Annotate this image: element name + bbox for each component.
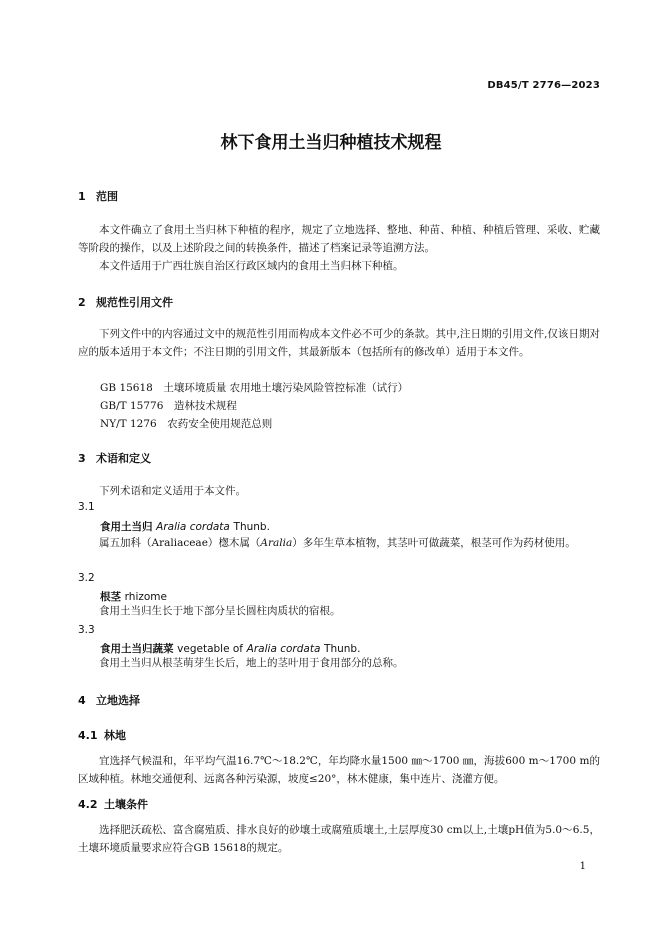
term-definition-part-a: 属五加科（Araliaceae）楤木属（ [99, 537, 261, 549]
reference-item: GB 15618 土壤环境质量 农用地土壤污染风险管控标准（试行） [100, 382, 409, 394]
term-definition-part-b: ）多年生草本植物，其茎叶可做蔬菜，根茎可作为药材使用。 [292, 537, 576, 549]
page-number: 1 [579, 861, 586, 872]
term-definition [78, 534, 600, 552]
term-latin-name: Aralia cordata [246, 643, 321, 655]
section-title: 立地选择 [96, 694, 140, 707]
section-number: 1 [78, 190, 86, 203]
term-name-en: vegetable of [177, 643, 244, 655]
section-3-heading [78, 450, 151, 466]
document-title: 林下食用土当归种植技术规程 [220, 133, 442, 153]
document-code: DB45/T 2776—2023 [487, 80, 600, 91]
term-definition: 食用土当归生长于地下部分呈长圆柱肉质状的宿根。 [99, 605, 341, 617]
section-title: 范围 [96, 190, 118, 203]
reference-item: GB/T 15776 造林技术规程 [100, 400, 237, 412]
section-number: 3 [78, 452, 86, 465]
paragraph-soil-conditions: 选择肥沃疏松、富含腐殖质、排水良好的砂壤土或腐殖质壤土,土层厚度30 cm以上,土壤pH值为5.0～6.5，土壤环境质量要求应符合GB 15618的规定。 [78, 824, 600, 854]
term-name-zh: 食用土当归 [100, 521, 153, 533]
section-4-heading [78, 692, 140, 708]
section-title: 术语和定义 [96, 452, 151, 465]
term-number: 3.1 [78, 501, 95, 513]
paragraph-terms-intro: 下列术语和定义适用于本文件。 [99, 485, 246, 497]
term-number: 3.3 [78, 624, 95, 636]
term-author: Thunb. [324, 643, 361, 655]
subsection-4-1-heading [78, 727, 126, 743]
reference-item: NY/T 1276 农药安全使用规范总则 [100, 418, 273, 430]
section-number: 4 [78, 694, 86, 707]
term-name [100, 519, 270, 534]
term-name-zh: 根茎 [100, 591, 121, 603]
term-name-zh: 食用土当归蔬菜 [100, 643, 174, 655]
subsection-number: 4.2 [78, 798, 98, 811]
subsection-title: 土壤条件 [104, 798, 148, 811]
paragraph-scope-2: 本文件适用于广西壮族自治区行政区域内的食用土当归林下种植。 [99, 260, 404, 272]
term-name-en: rhizome [124, 591, 167, 603]
paragraph-scope-1: 本文件确立了食用土当归林下种植的程序，规定了立地选择、整地、种苗、种植、种植后管理、采收、贮藏等阶段的操作，以及上述阶段之间的转换条件，描述了档案记录等追溯方法。 [78, 224, 600, 254]
paragraph-forest-land: 宜选择气候温和，年平均气温16.7℃～18.2℃，年均降水量1500 ㎜～1700 ㎜，海拔600 m～1700 m的区域种植。林地交通便利、远离各种污染源，坡度≤20°，林木健康，集中连片、浇灌方便。 [78, 755, 600, 785]
section-title: 规范性引用文件 [96, 296, 173, 309]
paragraph-normative-refs: 下列文件中的内容通过文中的规范性引用而构成本文件必不可少的条款。其中,注日期的引用文件,仅该日期对应的版本适用于本文件；不注日期的引用文件，其最新版本（包括所有的修改单）适用于本文件。 [78, 328, 600, 358]
term-latin-name: Aralia cordata [156, 521, 230, 533]
section-number: 2 [78, 296, 86, 309]
term-definition-latin: Aralia [260, 537, 293, 549]
term-definition: 食用土当归从根茎萌芽生长后，地上的茎叶用于食用部分的总称。 [99, 657, 404, 669]
subsection-number: 4.1 [78, 729, 98, 742]
subsection-4-2-heading [78, 796, 148, 812]
subsection-title: 林地 [104, 729, 126, 742]
term-author: Thunb. [233, 521, 270, 533]
term-number: 3.2 [78, 572, 95, 584]
section-2-heading [78, 294, 173, 310]
section-1-heading [78, 188, 118, 204]
